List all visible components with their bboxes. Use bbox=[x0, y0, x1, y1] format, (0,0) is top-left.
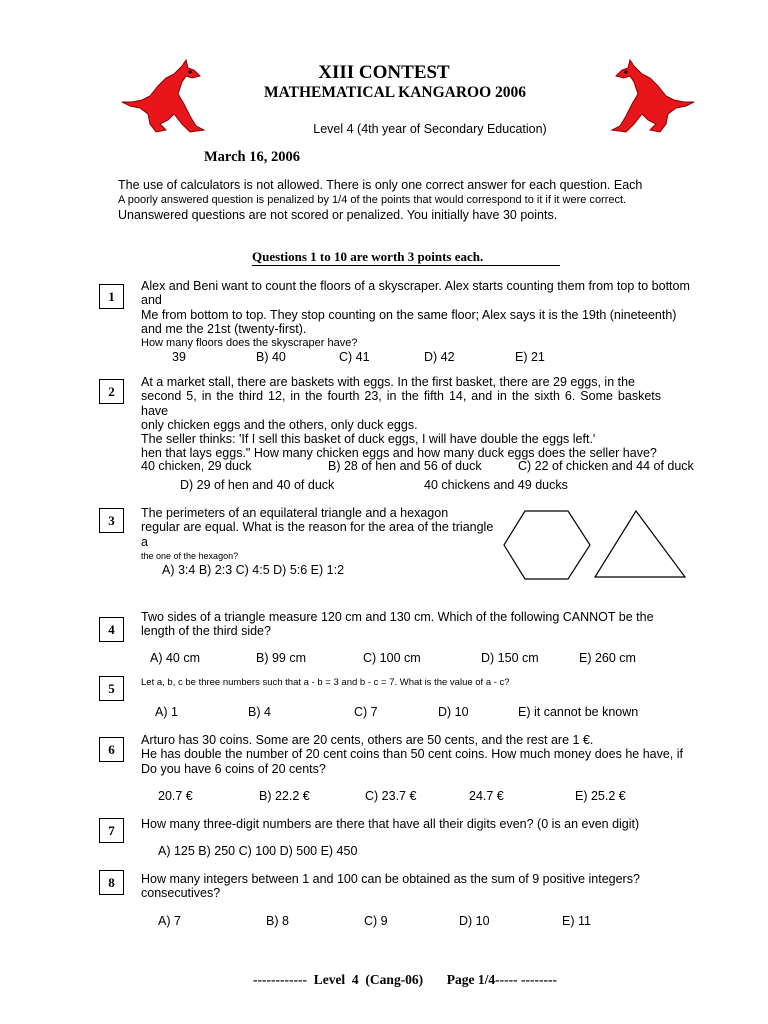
question-4-answer-b: B) 99 cm bbox=[256, 651, 307, 665]
question-6-answer-b: B) 22.2 € bbox=[259, 789, 310, 803]
question-6-answer-e: E) 25.2 € bbox=[575, 789, 626, 803]
question-1-answer-d: D) 42 bbox=[424, 350, 455, 364]
question-1-text bbox=[141, 279, 706, 350]
question-6-answer-a: 20.7 € bbox=[158, 789, 193, 803]
question-4-answer-d: D) 150 cm bbox=[481, 651, 539, 665]
question-number-7: 7 bbox=[99, 818, 124, 843]
question-2-answer-c: C) 22 of chicken and 44 of duck bbox=[518, 459, 694, 473]
question-5-answer-e: E) it cannot be known bbox=[518, 705, 639, 719]
question-2-line-4: The seller thinks: 'If I sell this basket of duck eggs, I will have double the eggs left.' bbox=[141, 432, 596, 447]
page-footer: ------------ Level 4 (Cang-06) Page 1/4----- -------- bbox=[253, 972, 557, 987]
contest-subtitle: MATHEMATICAL KANGAROO 2006 bbox=[263, 84, 527, 101]
question-8-answer-d: D) 10 bbox=[459, 914, 490, 928]
question-5-answer-b: B) 4 bbox=[248, 705, 271, 719]
contest-date: March 16, 2006 bbox=[204, 149, 300, 165]
question-7-answers: A) 125 B) 250 C) 100 D) 500 E) 450 bbox=[158, 844, 358, 858]
question-6-line-2: He has double the number of 20 cent coins than 50 cent coins. How much money does he have, if bbox=[141, 747, 683, 762]
question-4-text bbox=[141, 610, 686, 639]
question-3-figure bbox=[500, 505, 690, 583]
question-2-line-5: hen that lays eggs." How many chicken eggs and how many duck eggs does the seller have? bbox=[141, 446, 657, 461]
question-8-answer-e: E) 11 bbox=[562, 914, 591, 928]
question-7-line-1: How many three-digit numbers are there that have all their digits even? (0 is an even digit) bbox=[141, 817, 640, 831]
rules-line-1: The use of calculators is not allowed. There is only one correct answer for each question. Each bbox=[118, 178, 643, 192]
question-2-answer-a: 40 chicken, 29 duck bbox=[141, 459, 252, 473]
question-2-line-1: At a market stall, there are baskets with eggs. In the first basket, there are 29 eggs, in the bbox=[141, 375, 636, 389]
question-1-answer-b: B) 40 bbox=[256, 350, 286, 364]
question-3-line-2: regular are equal. What is the reason for the area of the triangle a bbox=[141, 520, 494, 549]
question-1-line-3: and me the 21st (twenty-first). bbox=[141, 321, 307, 336]
contest-title: XIII CONTEST bbox=[318, 62, 450, 83]
question-4-line-2: length of the third side? bbox=[141, 624, 271, 639]
rules-line-2: A poorly answered question is penalized by 1/4 of the points that would correspond to it if it were correct. bbox=[118, 194, 627, 206]
question-4-answer-a: A) 40 cm bbox=[150, 651, 201, 665]
question-5-answer-a: A) 1 bbox=[155, 705, 178, 719]
question-4-answer-e: E) 260 cm bbox=[579, 651, 636, 665]
question-3-text bbox=[141, 506, 501, 563]
question-8-answer-a: A) 7 bbox=[158, 914, 181, 928]
question-2-line-3: only chicken eggs and the others, only duck eggs. bbox=[141, 417, 418, 432]
question-1-answer-e: E) 21 bbox=[515, 350, 545, 364]
question-1-answer-c: C) 41 bbox=[339, 350, 370, 364]
question-number-5: 5 bbox=[99, 676, 124, 701]
question-8-line-1: How many integers between 1 and 100 can be obtained as the sum of 9 positive integers? bbox=[141, 872, 640, 886]
question-2-line-2: second 5, in the third 12, in the fourth 23, in the fifth 14, and in the sixth 6. Some baskets have bbox=[141, 389, 661, 418]
question-number-4: 4 bbox=[99, 617, 124, 642]
question-6-text bbox=[141, 733, 706, 776]
question-5-line-1: Let a, b, c be three numbers such that a - b = 3 and b - c = 7. What is the value of a - c? bbox=[141, 677, 510, 688]
question-1-line-1: Alex and Beni want to count the floors of a skyscraper. Alex starts counting them from top to bottom and bbox=[141, 279, 690, 308]
rules-text bbox=[118, 178, 698, 223]
triangle-shape bbox=[595, 511, 685, 577]
question-3-line-1: The perimeters of an equilateral triangle and a hexagon bbox=[141, 506, 449, 520]
rules-line-3: Unanswered questions are not scored or penalized. You initially have 30 points. bbox=[118, 208, 558, 222]
question-8-answer-c: C) 9 bbox=[364, 914, 388, 928]
hexagon-shape bbox=[504, 511, 590, 579]
question-2-answer-d: D) 29 of hen and 40 of duck bbox=[180, 478, 335, 492]
question-8-text bbox=[141, 872, 709, 901]
question-number-6: 6 bbox=[99, 737, 124, 762]
question-3-line-3: the one of the hexagon? bbox=[141, 550, 239, 561]
question-1-prompt: How many floors does the skyscraper have? bbox=[141, 337, 358, 350]
question-1-answer-a: 39 bbox=[172, 350, 186, 364]
question-8-line-2: consecutives? bbox=[141, 886, 221, 901]
question-6-answer-c: C) 23.7 € bbox=[365, 789, 417, 803]
question-5-answer-d: D) 10 bbox=[438, 705, 469, 719]
question-2-answer-e: 40 chickens and 49 ducks bbox=[424, 478, 568, 492]
question-8-answer-b: B) 8 bbox=[266, 914, 289, 928]
question-6-line-1: Arturo has 30 coins. Some are 20 cents, others are 50 cents, and the rest are 1 €. bbox=[141, 733, 594, 747]
question-3-answers: A) 3:4 B) 2:3 C) 4:5 D) 5:6 E) 1:2 bbox=[162, 563, 345, 577]
level-label: Level 4 (4th year of Secondary Education) bbox=[313, 122, 547, 136]
question-7-text bbox=[141, 817, 706, 831]
question-6-line-3: Do you have 6 coins of 20 cents? bbox=[141, 761, 326, 776]
question-1-line-2: Me from bottom to top. They stop counting on the same floor; Alex says it is the 19th (nineteenth) bbox=[141, 307, 677, 322]
question-2-answer-b: B) 28 of hen and 56 of duck bbox=[328, 459, 482, 473]
section-underline bbox=[252, 265, 560, 266]
question-5-text bbox=[141, 676, 706, 690]
section-heading: Questions 1 to 10 are worth 3 points each. bbox=[252, 249, 484, 264]
question-4-line-1: Two sides of a triangle measure 120 cm and 130 cm. Which of the following CANNOT be the bbox=[141, 610, 654, 624]
question-number-3: 3 bbox=[99, 508, 124, 533]
question-4-answer-c: C) 100 cm bbox=[363, 651, 421, 665]
question-6-answer-d: 24.7 € bbox=[469, 789, 504, 803]
question-number-8: 8 bbox=[99, 870, 124, 895]
question-number-1: 1 bbox=[99, 284, 124, 309]
question-number-2: 2 bbox=[99, 379, 124, 404]
question-2-text bbox=[141, 375, 661, 461]
question-5-answer-c: C) 7 bbox=[354, 705, 378, 719]
